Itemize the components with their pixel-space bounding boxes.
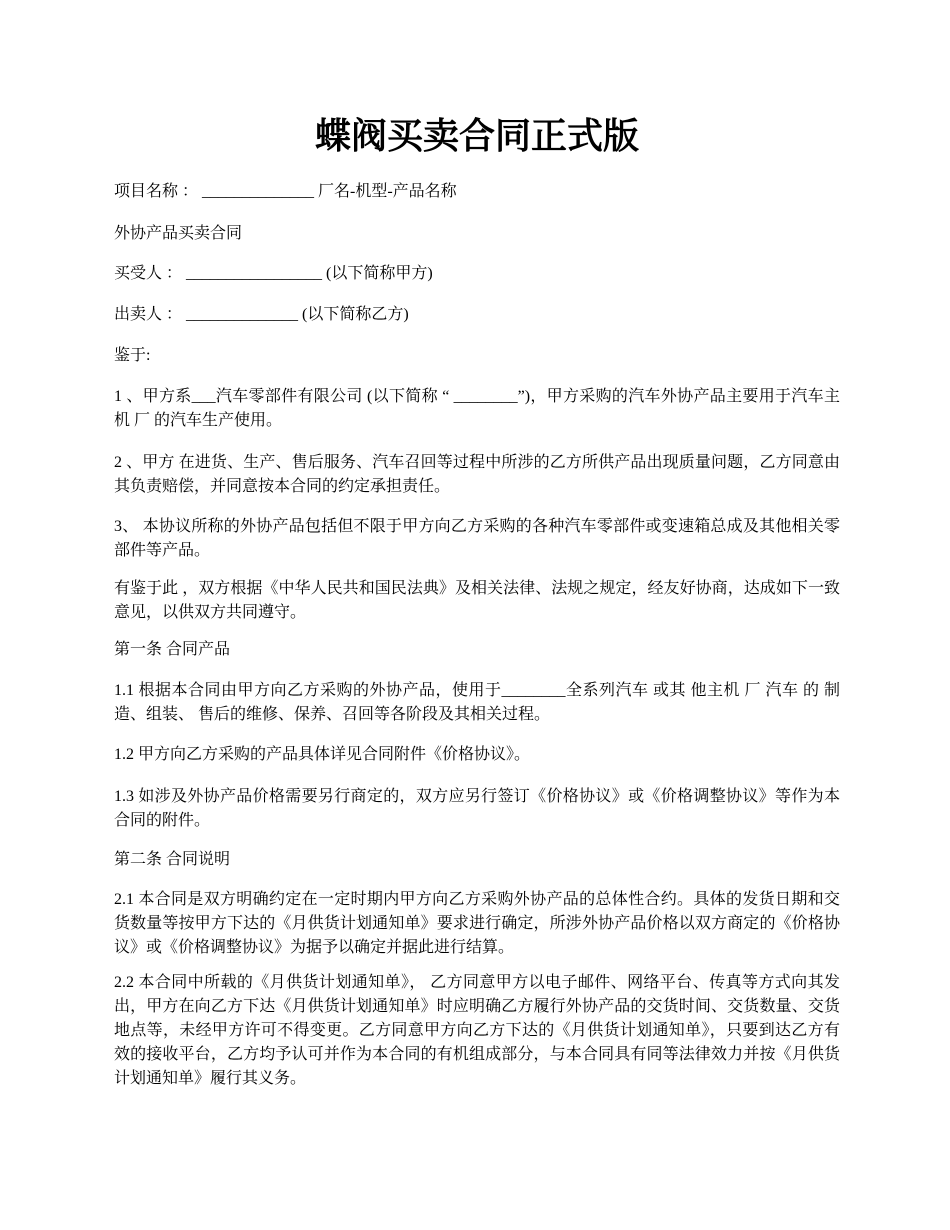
whereas-clause-2: 2 、甲方 在进货、生产、售后服务、汽车召回等过程中所涉的乙方所供产品出现质量问题，乙方同意由其负责赔偿，并同意按本合同的约定承担责任。 bbox=[114, 454, 840, 495]
whereas-clause-3: 3、 本协议所称的外协产品包括但不限于甲方向乙方采购的各种汽车零部件或变速箱总成及其他相关零部件等产品。 bbox=[114, 518, 840, 559]
article-2-heading: 第二条 合同说明 bbox=[114, 851, 231, 868]
seller-line: 出卖人 ： ______________ (以下简称乙方) bbox=[114, 306, 409, 323]
buyer-line: 买受人 ： _________________ (以下简称甲方) bbox=[114, 265, 433, 282]
clause-1-2: 1.2 甲方向乙方采购的产品具体详见合同附件《价格协议》。 bbox=[114, 746, 531, 763]
whereas-clause-1: 1 、甲方系___汽车零部件有限公司 (以下简称 “ ________”)，甲方采购的汽车外协产品主要用于汽车主机 厂 的汽车生产使用。 bbox=[114, 388, 840, 429]
clause-1-1: 1.1 根据本合同由甲方向乙方采购的外协产品，使用于________全系列汽车 或其 他主机 厂 汽车 的 制造、组装、 售后的维修、保养、召回等各阶段及其相关过程。 bbox=[114, 682, 840, 723]
contract-subtitle: 外协产品买卖合同 bbox=[114, 225, 243, 242]
agreement-preamble: 有鉴于此 ，双方根据《中华人民共和国民法典》及相关法律、法规之规定，经友好协商，达成如下一致意见，以供双方共同遵守。 bbox=[114, 580, 840, 621]
article-1-heading: 第一条 合同产品 bbox=[114, 641, 231, 658]
clause-1-3: 1.3 如涉及外协产品价格需要另行商定的，双方应另行签订《价格协议》或《价格调整协议》等作为本合同的附件。 bbox=[114, 788, 840, 829]
clause-2-2: 2.2 本合同中所载的《月供货计划通知单》， 乙方同意甲方以电子邮件、网络平台、传真等方式向其发出，甲方在向乙方下达《月供货计划通知单》时应明确乙方履行外协产品的交货时间、交货数量、交货地点等，未经甲方许可不得变更。乙方同意甲方向乙方下达的《月供货计划通知单》，只要到达乙方有效的接收平台，乙方均予认可并作为本合同的有机组成部分，与本合同具有同等法律效力并按《月供货计划通知单》履行其义务。 bbox=[114, 974, 840, 1087]
whereas-heading: 鉴于: bbox=[114, 347, 151, 364]
document-title: 蝶阀买卖合同正式版 bbox=[314, 115, 639, 157]
clause-2-1: 2.1 本合同是双方明确约定在一定时期内甲方向乙方采购外协产品的总体性合约。具体的发货日期和交货数量等按甲方下达的《月供货计划通知单》要求进行确定，所涉外协产品价格以双方商定的《价格协议》或《价格调整协议》为据予以确定并据此进行结算。 bbox=[114, 891, 840, 956]
project-name-line: 项目名称 ： ______________ 厂名-机型-产品名称 bbox=[114, 183, 457, 200]
